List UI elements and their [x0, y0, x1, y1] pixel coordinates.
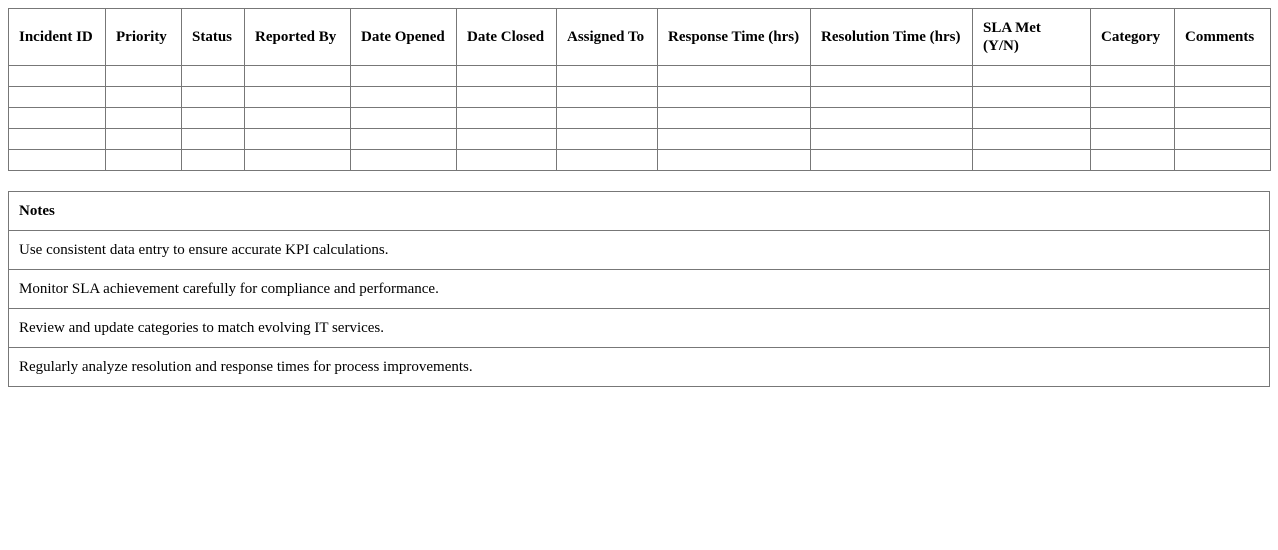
column-header-incident-id: Incident ID [9, 9, 106, 66]
table-cell[interactable] [1175, 108, 1271, 129]
table-cell[interactable] [811, 66, 973, 87]
table-cell[interactable] [457, 108, 557, 129]
table-cell[interactable] [245, 66, 351, 87]
table-cell[interactable] [1175, 87, 1271, 108]
table-cell[interactable] [557, 66, 658, 87]
table-row [9, 108, 1271, 129]
table-cell[interactable] [811, 87, 973, 108]
table-cell[interactable] [245, 150, 351, 171]
note-row [9, 309, 1270, 348]
table-cell[interactable] [457, 87, 557, 108]
notes-header-row [9, 192, 1270, 231]
table-cell[interactable] [973, 150, 1091, 171]
table-cell[interactable] [973, 66, 1091, 87]
table-cell[interactable] [557, 129, 658, 150]
table-row [9, 150, 1271, 171]
table-cell[interactable] [1091, 150, 1175, 171]
table-cell[interactable] [1091, 129, 1175, 150]
table-cell[interactable] [106, 87, 182, 108]
table-cell[interactable] [351, 129, 457, 150]
incident-table-body [9, 66, 1271, 171]
column-header-resolution-time: Resolution Time (hrs) [811, 9, 973, 66]
table-cell[interactable] [557, 150, 658, 171]
table-cell[interactable] [811, 108, 973, 129]
column-header-priority: Priority [106, 9, 182, 66]
table-cell[interactable] [351, 87, 457, 108]
table-row [9, 129, 1271, 150]
table-cell[interactable] [351, 150, 457, 171]
table-cell[interactable] [658, 87, 811, 108]
note-item: Use consistent data entry to ensure accurate KPI calculations. [9, 231, 1270, 270]
table-cell[interactable] [9, 66, 106, 87]
column-header-status: Status [182, 9, 245, 66]
column-header-date-closed: Date Closed [457, 9, 557, 66]
table-cell[interactable] [658, 129, 811, 150]
table-cell[interactable] [811, 150, 973, 171]
column-header-date-opened: Date Opened [351, 9, 457, 66]
table-cell[interactable] [106, 129, 182, 150]
note-row [9, 270, 1270, 309]
table-cell[interactable] [1091, 108, 1175, 129]
table-cell[interactable] [106, 150, 182, 171]
table-cell[interactable] [182, 108, 245, 129]
table-cell[interactable] [182, 66, 245, 87]
table-cell[interactable] [106, 66, 182, 87]
table-cell[interactable] [973, 87, 1091, 108]
column-header-reported-by: Reported By [245, 9, 351, 66]
table-cell[interactable] [457, 129, 557, 150]
table-cell[interactable] [1175, 66, 1271, 87]
table-cell[interactable] [973, 108, 1091, 129]
table-cell[interactable] [457, 66, 557, 87]
table-cell[interactable] [658, 108, 811, 129]
table-cell[interactable] [1091, 66, 1175, 87]
note-row [9, 231, 1270, 270]
table-header-row [9, 9, 1271, 66]
table-cell[interactable] [1175, 150, 1271, 171]
table-cell[interactable] [182, 129, 245, 150]
table-row [9, 87, 1271, 108]
column-header-response-time: Response Time (hrs) [658, 9, 811, 66]
table-cell[interactable] [1175, 129, 1271, 150]
table-cell[interactable] [245, 108, 351, 129]
table-cell[interactable] [457, 150, 557, 171]
table-cell[interactable] [557, 87, 658, 108]
note-item: Monitor SLA achievement carefully for compliance and performance. [9, 270, 1270, 309]
column-header-comments: Comments [1175, 9, 1271, 66]
incident-log-table [8, 8, 1271, 171]
table-cell[interactable] [351, 66, 457, 87]
note-item: Regularly analyze resolution and response times for process improvements. [9, 348, 1270, 387]
table-cell[interactable] [658, 150, 811, 171]
note-row [9, 348, 1270, 387]
column-header-category: Category [1091, 9, 1175, 66]
table-cell[interactable] [973, 129, 1091, 150]
table-cell[interactable] [557, 108, 658, 129]
table-cell[interactable] [1091, 87, 1175, 108]
table-cell[interactable] [245, 87, 351, 108]
table-cell[interactable] [182, 87, 245, 108]
table-cell[interactable] [9, 87, 106, 108]
table-cell[interactable] [9, 150, 106, 171]
table-cell[interactable] [9, 108, 106, 129]
table-row [9, 66, 1271, 87]
table-cell[interactable] [182, 150, 245, 171]
column-header-sla-met: SLA Met (Y/N) [973, 9, 1091, 66]
notes-table [8, 191, 1270, 387]
table-cell[interactable] [811, 129, 973, 150]
table-cell[interactable] [9, 129, 106, 150]
table-cell[interactable] [658, 66, 811, 87]
notes-heading: Notes [9, 192, 1270, 231]
table-cell[interactable] [106, 108, 182, 129]
table-cell[interactable] [351, 108, 457, 129]
column-header-assigned-to: Assigned To [557, 9, 658, 66]
table-cell[interactable] [245, 129, 351, 150]
note-item: Review and update categories to match evolving IT services. [9, 309, 1270, 348]
